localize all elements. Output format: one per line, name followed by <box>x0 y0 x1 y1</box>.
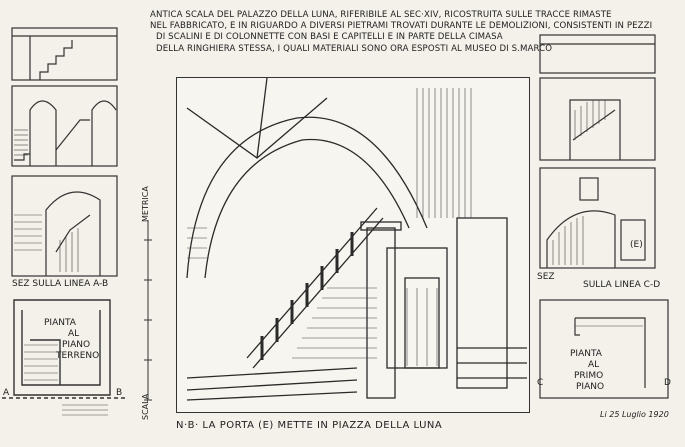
door-e-label: (E) <box>630 240 643 250</box>
perspective-staircase-illustration <box>177 78 529 412</box>
section-ab-label: SEZ SULLA LINEA A-B <box>12 279 109 289</box>
point-a-label: A <box>3 388 10 398</box>
plan-first-label-3: PRIMO <box>574 371 604 381</box>
plan-ground-label-2: AL <box>68 329 80 339</box>
point-c-label: C <box>537 378 544 388</box>
scale-bar <box>140 220 160 420</box>
section-cd-prefix: SEZ <box>537 272 555 282</box>
caption-line-4: DELLA RINGHIERA STESSA, I QUALI MATERIALI SONO ORA ESPOSTI AL MUSEO DI S.MARCO <box>156 43 553 54</box>
right-section-sketches <box>535 0 685 447</box>
signature-date: Li 25 Luglio 1920 <box>600 410 669 419</box>
plan-first-label-1: PIANTA <box>570 349 602 359</box>
plan-first-label-4: PIANO <box>576 382 605 392</box>
metrica-label: METRICA <box>141 186 150 222</box>
left-section-sketches <box>0 0 140 447</box>
section-cd-label: SULLA LINEA C-D <box>583 280 661 290</box>
plan-ground-label-1: PIANTA <box>44 318 76 328</box>
scala-label: SCALA <box>141 393 150 420</box>
point-b-label: B <box>116 388 123 398</box>
caption-line-1: ANTICA SCALA DEL PALAZZO DELLA LUNA, RIFERIBILE AL SEC·XIV, RICOSTRUITA SULLE TRACCE RIMASTE <box>150 10 612 20</box>
plan-first-label-2: AL <box>588 360 600 370</box>
plan-ground-label-4: TERRENO <box>56 351 100 361</box>
point-d-label: D <box>664 378 671 388</box>
note-text: N·B· LA PORTA (E) METTE IN PIAZZA DELLA LUNA <box>176 420 443 431</box>
caption-line-2: NEL FABBRICATO, E IN RIGUARDO A DIVERSI PIETRAMI TROVATI DURANTE LE DEMOLIZIONI, CONSISTENTI IN PEZZI <box>150 21 653 32</box>
plan-ground-label-3: PIANO <box>62 340 91 350</box>
caption-line-3: DI SCALINI E DI COLONNETTE CON BASI E CAPITELLI E IN PARTE DELLA CIMASA <box>156 32 503 43</box>
